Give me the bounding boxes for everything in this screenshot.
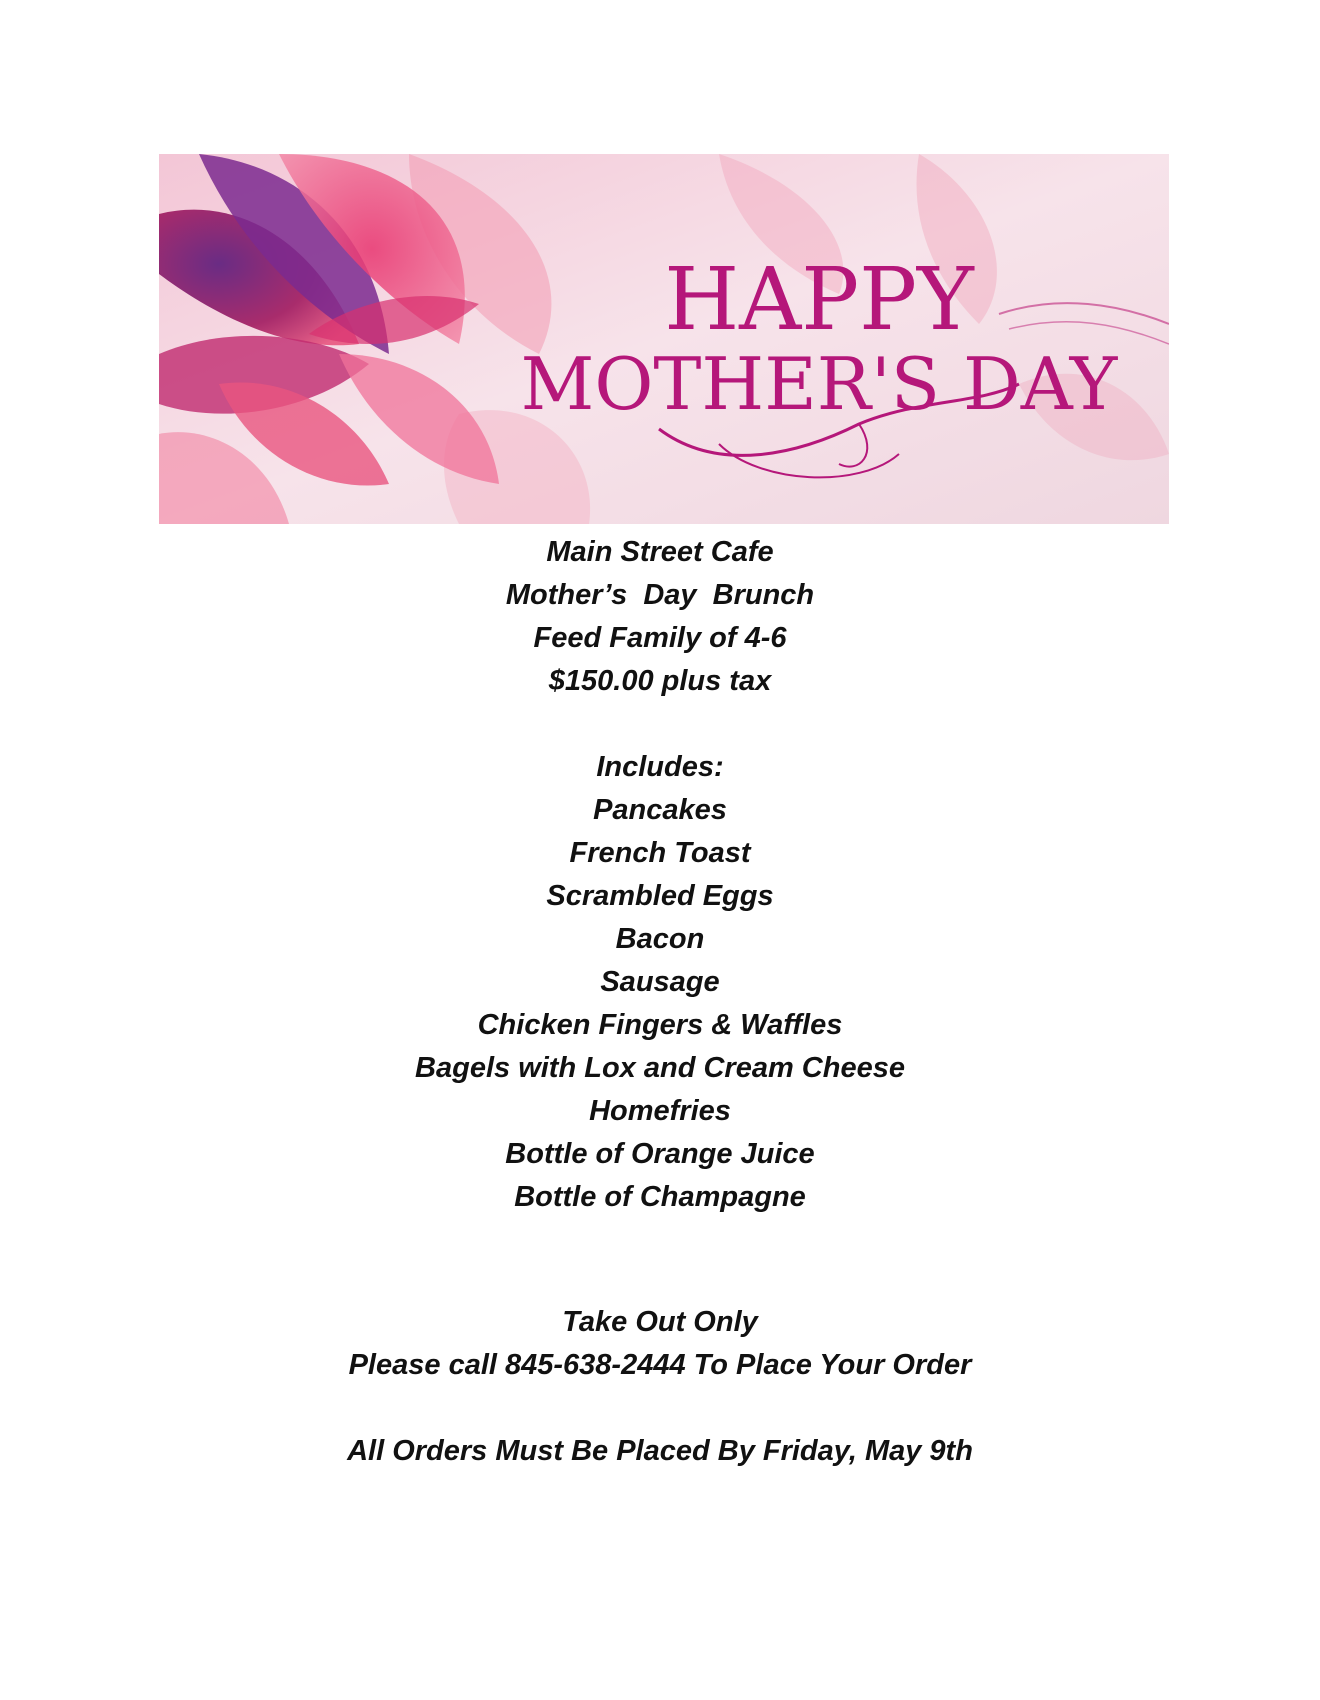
menu-item: Scrambled Eggs (546, 880, 774, 912)
menu-item: Bagels with Lox and Cream Cheese (415, 1052, 905, 1084)
flyer-header (0, 531, 1320, 703)
price: $150.00 plus tax (548, 665, 772, 697)
menu-item: Homefries (589, 1095, 731, 1127)
menu-item: French Toast (569, 837, 751, 869)
banner-heading-mothers-day: MOTHER'S DAY (520, 342, 1118, 426)
menu-item: Pancakes (593, 794, 727, 826)
order-info (0, 1301, 1320, 1387)
serves-note: Feed Family of 4-6 (533, 622, 787, 654)
banner-heading-happy: HAPPY (664, 250, 974, 350)
menu-item: Chicken Fingers & Waffles (477, 1009, 843, 1041)
menu-item: Bacon (615, 923, 705, 955)
menu-item: Bottle of Champagne (514, 1181, 806, 1213)
banner-artwork (159, 154, 1169, 524)
cafe-name: Main Street Cafe (546, 536, 774, 568)
phone-order-note: Please call 845-638-2444 To Place Your Order (348, 1349, 972, 1381)
order-deadline (0, 1430, 1320, 1473)
menu-item: Bottle of Orange Juice (505, 1138, 815, 1170)
menu-item: Sausage (600, 966, 720, 998)
event-title: Mother’s Day Brunch (505, 579, 815, 611)
includes-label: Includes: (596, 751, 724, 783)
mothers-day-banner (159, 154, 1169, 524)
take-out-note: Take Out Only (562, 1306, 758, 1338)
deadline-note: All Orders Must Be Placed By Friday, May 9th (347, 1435, 973, 1467)
includes-list (0, 746, 1320, 1219)
